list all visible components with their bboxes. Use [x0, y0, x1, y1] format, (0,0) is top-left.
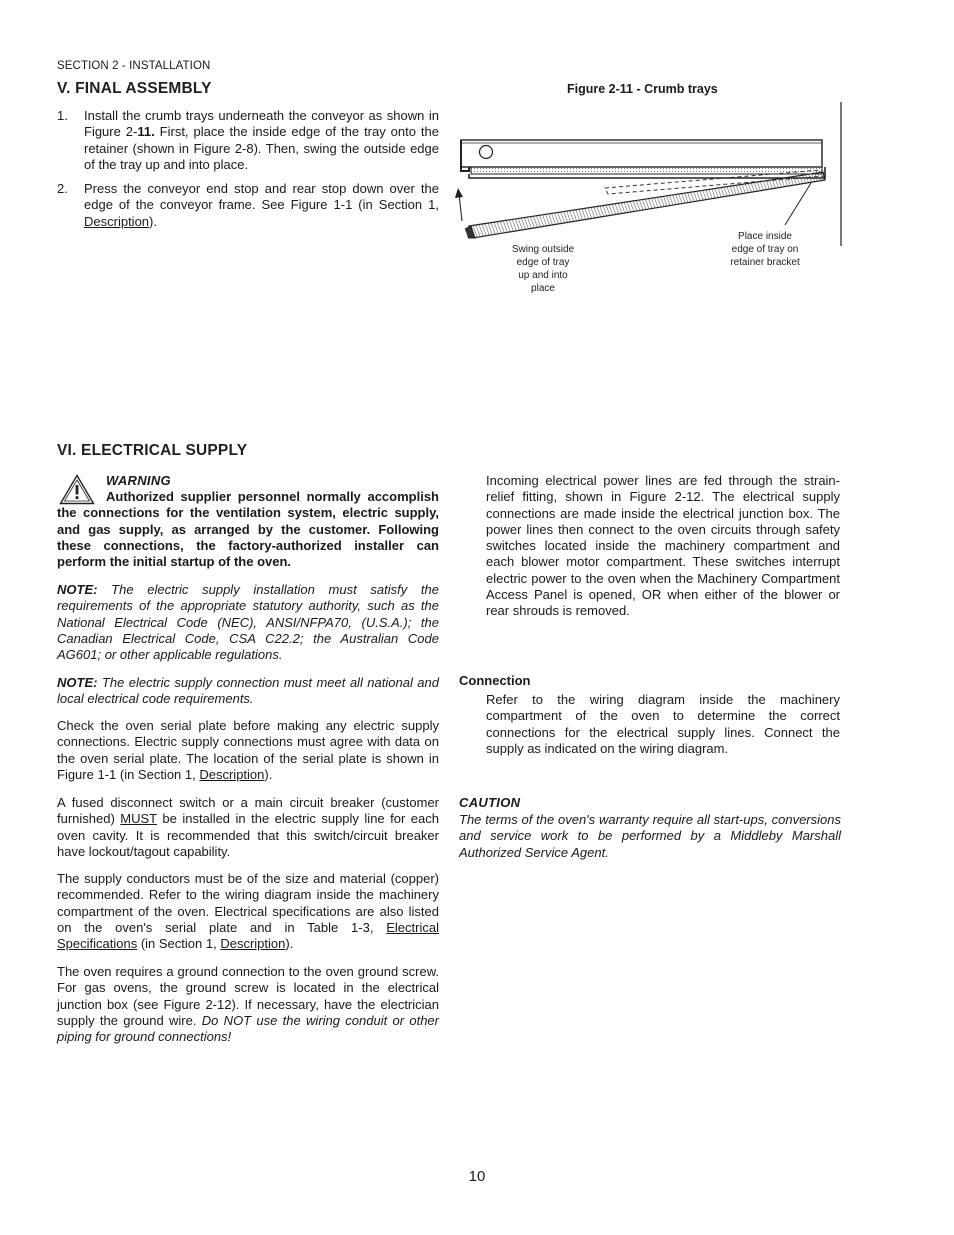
final-assembly-heading: V. FINAL ASSEMBLY [57, 80, 212, 97]
electrical-supply-heading: VI. ELECTRICAL SUPPLY [57, 442, 248, 459]
supply-conductors-paragraph: The supply conductors must be of the size and material (copper) recommended. Refer to the wiring diagram inside the machinery compartment of the oven. Electrical specifications are also listed on the oven's serial plate and in Table 1-3, Electrical Specifications (in Section 1, Description). [57, 871, 439, 952]
step-text: Press the conveyor end stop and rear stop down over the edge of the conveyor frame. See Figure 1-1 (in Section 1, Description). [84, 181, 439, 229]
warning-label: WARNING [106, 473, 171, 488]
figure-title: Figure 2-11 - Crumb trays [567, 82, 718, 96]
electrical-specifications-link[interactable]: Electrical Specifications [57, 919, 439, 952]
incoming-power-paragraph: Incoming electrical power lines are fed through the strain-relief fitting, shown in Figure 2-12. The electrical supply connections are made inside the electrical junction box. The power lines then connect to the oven circuits through safety switches located inside the machinery compartment and each blower motor compartment. These switches interrupt electric power to the oven when the Machinery Compartment Access Panel is opened, OR when either of the blower or rear shrouds is removed. [486, 473, 840, 619]
description-link[interactable]: Description [199, 766, 265, 782]
description-link[interactable]: Description [84, 213, 150, 229]
caution-label: CAUTION [459, 795, 521, 810]
connection-text: Refer to the wiring diagram inside the machinery compartment of the oven to determine the correct connections for the electrical supply lines. Connect the supply as indicated on the wiring diagram. [486, 692, 840, 756]
note-electric-supply: NOTE: The electric supply installation must satisfy the requirements of the appropriate statutory authority, such as the National Electrical Code (NEC), ANSI/NFPA70, (U.S.A.); the Canadian Electrical Code, CSA C22.2; the Australian Code AG601; or other applicable regulations. [57, 582, 439, 663]
crumb-tray-figure [455, 98, 847, 250]
page-number: 10 [468, 1168, 486, 1185]
caution-text: The terms of the oven's warranty require all start-ups, conversions and service work to be performed by a Middleby Marshall Authorized Service Agent. [459, 812, 841, 860]
section-label: SECTION 2 - INSTALLATION [57, 60, 211, 72]
step-text: Install the crumb trays underneath the conveyor as shown in Figure 2-11. First, place the inside edge of the tray onto the retainer (shown in Figure 2-8). Then, swing the outside edge of the tray up and into place. [84, 108, 439, 172]
serial-plate-paragraph: Check the oven serial plate before making any electric supply connections. Electric supply connections must agree with data on the oven serial plate. The location of the serial plate is shown in Figure 1-1 (in Section 1, Description). [57, 718, 439, 782]
assembly-steps-list [57, 108, 439, 238]
ground-connection-paragraph: The oven requires a ground connection to the oven ground screw. For gas ovens, the ground screw is located in the electrical junction box (see Figure 2-12). If necessary, have the electrician supply the ground wire. Do NOT use the wiring conduit or other piping for ground connections! [57, 964, 439, 1045]
list-item [57, 181, 439, 230]
figure-caption-retainer: Place inside edge of tray on retainer bracket [730, 231, 800, 268]
warning-text: Authorized supplier personnel normally accomplish the connections for the ventilation system, electric supply, and gas supply, as arranged by the customer. Following these connections, the factory-authorized installer can perform the initial startup of the oven. [57, 489, 439, 570]
connection-heading: Connection [459, 673, 531, 688]
description-link[interactable]: Description [220, 936, 286, 952]
list-item [57, 108, 439, 173]
figure-caption-swing: Swing outside edge of tray up and into place [511, 244, 575, 294]
disconnect-switch-paragraph: A fused disconnect switch or a main circuit breaker (customer furnished) MUST be installed in the electric supply line for each oven cavity. It is recommended that this switch/circuit breaker have lockout/tagout capability. [57, 795, 439, 859]
note-code-requirements: NOTE: The electric supply connection must meet all national and local electrical code requirements. [57, 675, 439, 707]
step-number: 1. [57, 108, 68, 123]
step-number: 2. [57, 181, 68, 197]
